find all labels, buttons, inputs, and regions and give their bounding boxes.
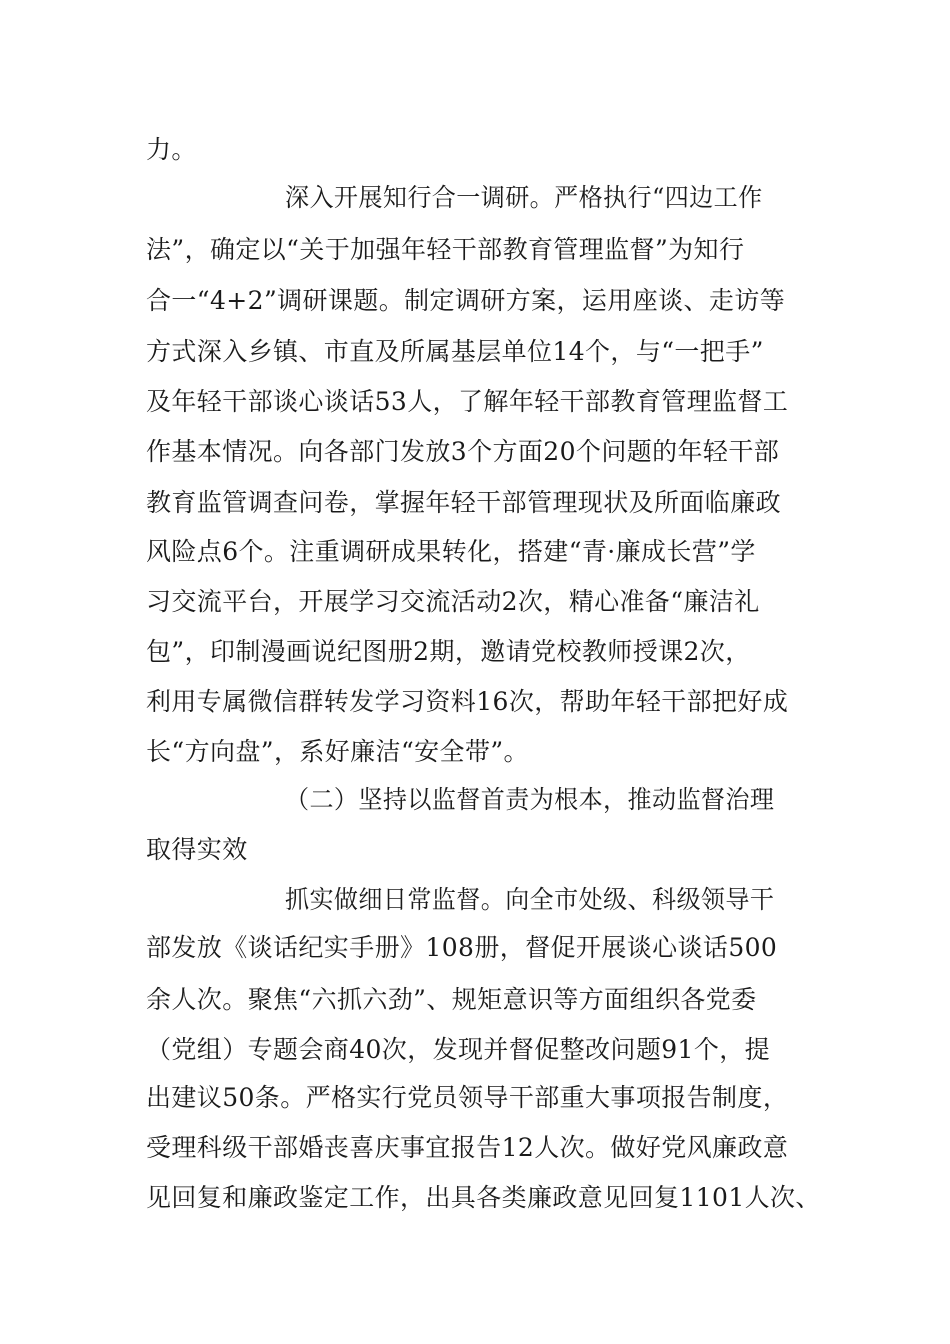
paragraph-start-line: 深入开展知行合一调研。严格执行“四边工作: [285, 183, 763, 212]
section-heading-line: 取得实效: [146, 835, 248, 864]
text-line: 出建议50条。严格实行党员领导干部重大事项报告制度，: [146, 1083, 789, 1112]
text-line: 力。: [146, 135, 197, 164]
text-line: 利用专属微信群转发学习资料16次，帮助年轻干部把好成: [146, 687, 789, 716]
text-line: 余人次。聚焦“六抓六劲”、规矩意识等方面组织各党委: [146, 985, 757, 1014]
text-line: 方式深入乡镇、市直及所属基层单位14个，与“一把手”: [146, 337, 764, 366]
paragraph-start-line: 抓实做细日常监督。向全市处级、科级领导干: [285, 885, 775, 914]
text-line: 风险点6个。注重调研成果转化，搭建“青·廉成长营”学: [146, 537, 756, 566]
text-line: 及年轻干部谈心谈话53人，了解年轻干部教育管理监督工: [146, 387, 789, 416]
text-line: 见回复和廉政鉴定工作，出具各类廉政意见回复1101人次、: [146, 1183, 821, 1212]
text-line: 教育监管调查问卷，掌握年轻干部管理现状及所面临廉政: [146, 488, 782, 517]
text-line: 作基本情况。向各部门发放3个方面20个问题的年轻干部: [146, 437, 780, 466]
text-line: 受理科级干部婚丧喜庆事宜报告12人次。做好党风廉政意: [146, 1133, 789, 1162]
text-line: 部发放《谈话纪实手册》108册，督促开展谈心谈话500: [146, 933, 778, 962]
text-line: （党组）专题会商40次，发现并督促整改问题91个，提: [146, 1035, 771, 1064]
section-heading-line: （二）坚持以监督首责为根本，推动监督治理: [285, 785, 775, 814]
text-line: 习交流平台，开展学习交流活动2次，精心准备“廉洁礼: [146, 587, 760, 616]
text-line: 法”，确定以“关于加强年轻干部教育管理监督”为知行: [146, 235, 745, 264]
text-line: 长“方向盘”，系好廉洁“安全带”。: [146, 737, 529, 766]
text-line: 包”，印制漫画说纪图册2期，邀请党校教师授课2次，: [146, 637, 751, 666]
text-line: 合一“4+2”调研课题。制定调研方案，运用座谈、走访等: [146, 286, 786, 315]
